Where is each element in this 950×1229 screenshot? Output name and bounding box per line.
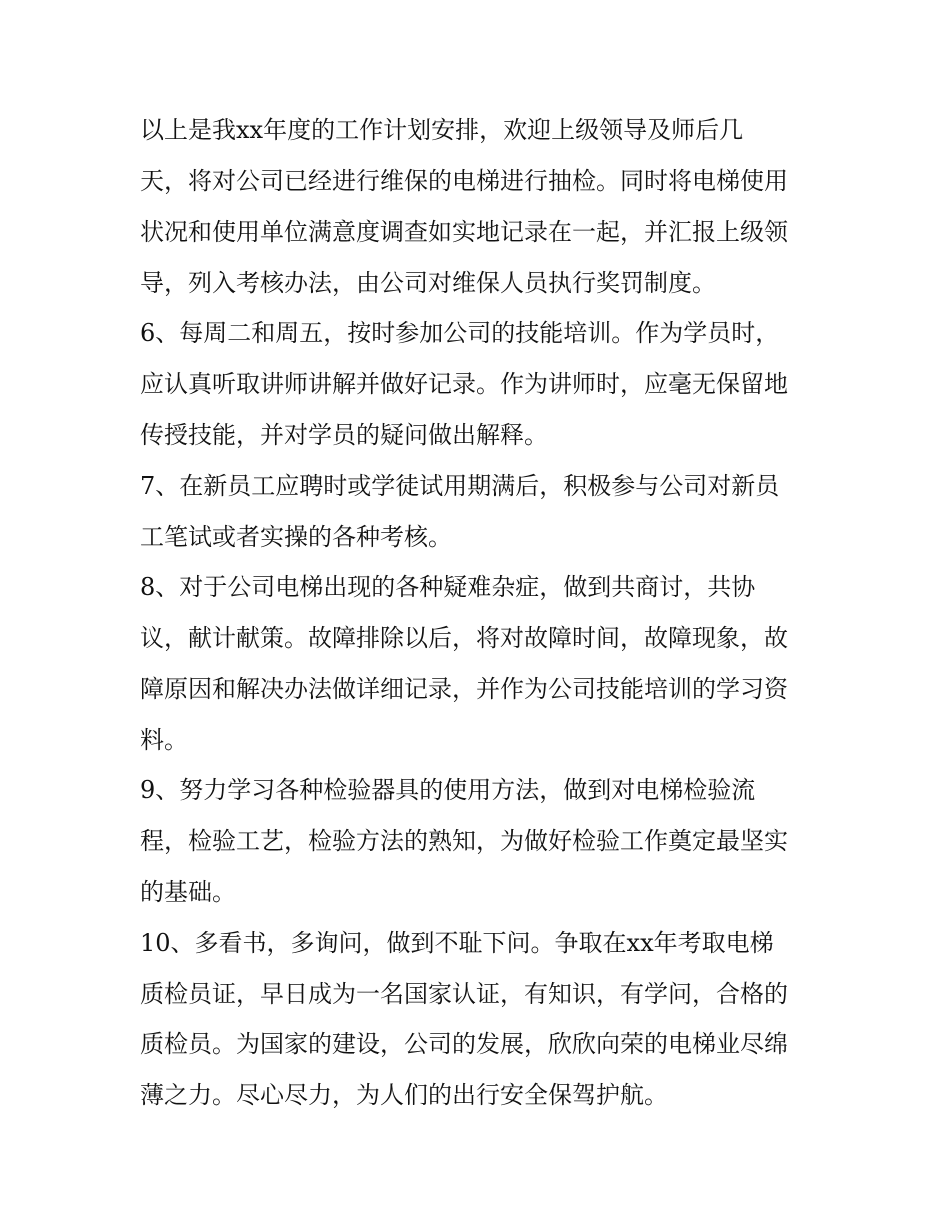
text-line: 状况和使用单位满意度调查如实地记录在一起，并汇报上级领 — [140, 218, 788, 246]
text-line: 导，列入考核办法，由公司对维保人员执行奖罚制度。 — [140, 269, 716, 297]
text-line: 料。 — [140, 726, 188, 754]
text-line: 的基础。 — [140, 878, 236, 906]
text-line: 障原因和解决办法做详细记录，并作为公司技能培训的学习资 — [140, 675, 788, 703]
text-line: 议，献计献策。故障排除以后，将对故障时间，故障现象，故 — [140, 624, 788, 652]
text-line: 薄之力。尽心尽力，为人们的出行安全保驾护航。 — [140, 1081, 668, 1109]
text-line: 工笔试或者实操的各种考核。 — [140, 523, 452, 551]
text-line: 程，检验工艺，检验方法的熟知，为做好检验工作奠定最坚实 — [140, 827, 788, 855]
text-line: 天，将对公司已经进行维保的电梯进行抽检。同时将电梯使用 — [140, 167, 788, 195]
text-line: 7、在新员工应聘时或学徒试用期满后，积极参与公司对新员 — [140, 472, 780, 500]
text-line: 以上是我xx年度的工作计划安排，欢迎上级领导及师后几 — [140, 116, 744, 144]
text-line: 10、多看书，多询问，做到不耻下问。争取在xx年考取电梯 — [140, 929, 774, 957]
text-line: 6、每周二和周五，按时参加公司的技能培训。作为学员时， — [140, 319, 780, 347]
text-line: 9、努力学习各种检验器具的使用方法，做到对电梯检验流 — [140, 776, 756, 804]
text-line: 质检员。为国家的建设，公司的发展，欣欣向荣的电梯业尽绵 — [140, 1030, 788, 1058]
text-line: 应认真听取讲师讲解并做好记录。作为讲师时，应毫无保留地 — [140, 370, 788, 398]
text-line: 质检员证，早日成为一名国家认证，有知识，有学问，合格的 — [140, 980, 788, 1008]
text-line: 8、对于公司电梯出现的各种疑难杂症，做到共商讨，共协 — [140, 573, 756, 601]
text-line: 传授技能，并对学员的疑问做出解释。 — [140, 421, 548, 449]
